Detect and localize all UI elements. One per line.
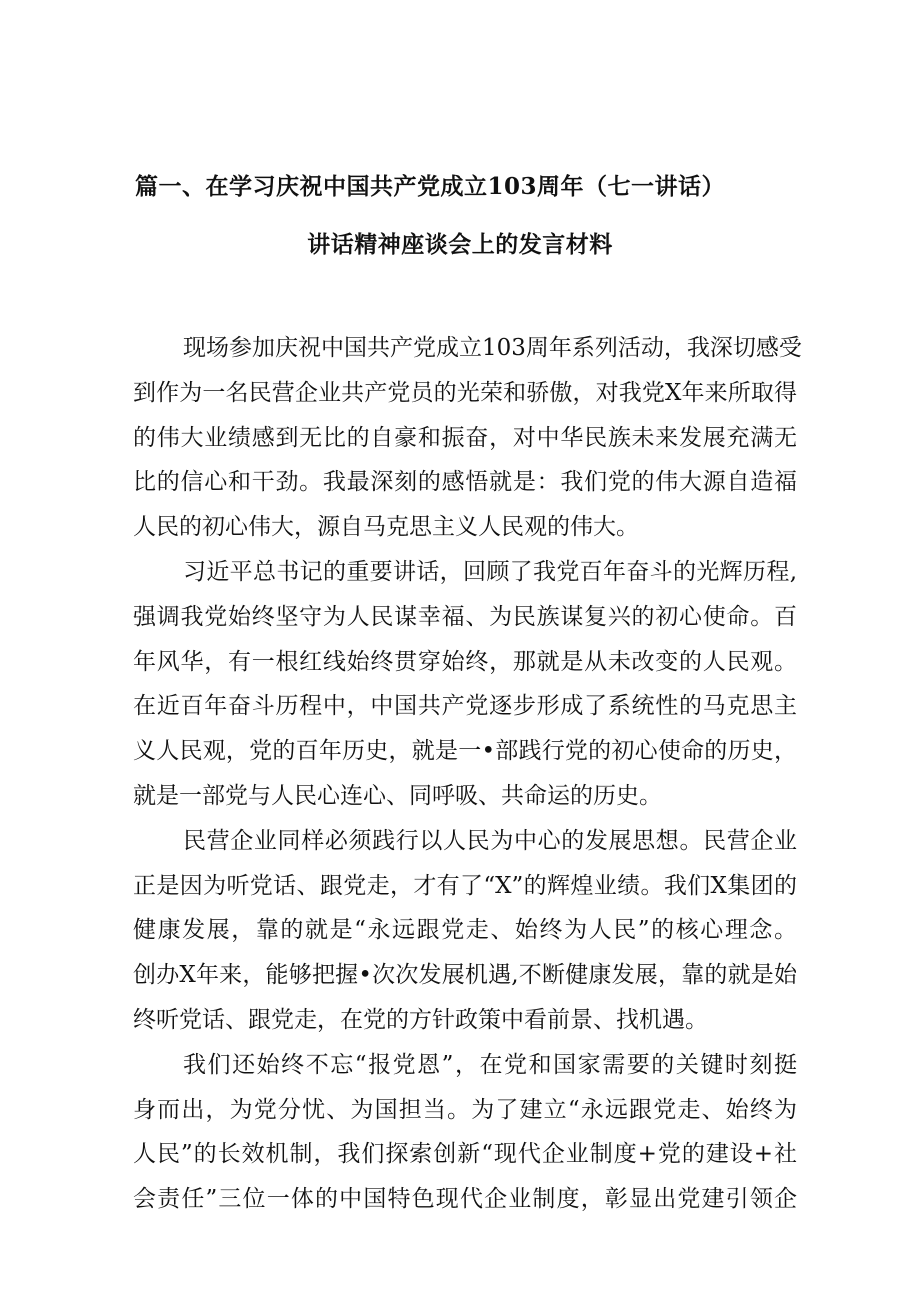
body-line: 健康发展，靠的就是“永远跟党走、始终为人民”的核心理念。: [133, 917, 797, 944]
body-line: 会责任”三位一体的中国特色现代企业制度，彰显出党建引领企: [133, 1186, 797, 1213]
body-line: 人民”的长效机制，我们探索创新“现代企业制度+党的建设+社: [133, 1141, 797, 1168]
body-line: 民营企业同样必须践行以人民为中心的发展思想。民营企业: [183, 827, 797, 854]
body-line: 到作为一名民营企业共产党员的光荣和骄傲，对我党X年来所取得: [133, 379, 797, 406]
body-line: 正是因为听党话、跟党走，才有了“X”的辉煌业绩。我们X集团的: [133, 872, 797, 899]
document-title-line-2: 讲话精神座谈会上的发言材料: [307, 231, 613, 258]
body-line: 人民的初心伟大，源自马克思主义人民观的伟大。: [133, 514, 639, 541]
body-line: 创办X年来，能够把握•次次发展机遇,不断健康发展，靠的就是始: [133, 962, 797, 989]
body-line: 的伟大业绩感到无比的自豪和振奋，对中华民族未来发展充满无: [133, 424, 797, 451]
body-line: 习近平总书记的重要讲话，回顾了我党百年奋斗的光辉历程,: [183, 558, 797, 585]
body-line: 年风华，有一根红线始终贯穿始终，那就是从未改变的人民观。: [133, 648, 797, 675]
body-line: 比的信心和干劲。我最深刻的感悟就是：我们党的伟大源自造福: [133, 469, 797, 496]
body-line: 义人民观，党的百年历史，就是一•部践行党的初心使命的历史，: [133, 738, 797, 765]
document-body: [133, 326, 802, 1222]
document-title-line-1: 篇一、在学习庆祝中国共产党成立103周年（七一讲话）: [135, 173, 726, 200]
body-line: 现场参加庆祝中国共产党成立103周年系列活动，我深切感受: [183, 335, 802, 361]
body-line: 在近百年奋斗历程中，中国共产党逐步形成了系统性的马克思主: [133, 693, 797, 720]
body-line: 强调我党始终坚守为人民谋幸福、为民族谋复兴的初心使命。百: [133, 603, 797, 630]
body-line: 身而出，为党分忧、为国担当。为了建立“永远跟党走、始终为: [133, 1096, 797, 1123]
body-line: 终听党话、跟党走，在党的方针政策中看前景、找机遇。: [133, 1006, 708, 1033]
body-line: 我们还始终不忘“报党恩”，在党和国家需要的关键时刻挺: [183, 1051, 797, 1078]
body-line: 就是一部党与人民心连心、同呼吸、共命运的历史。: [133, 782, 662, 809]
